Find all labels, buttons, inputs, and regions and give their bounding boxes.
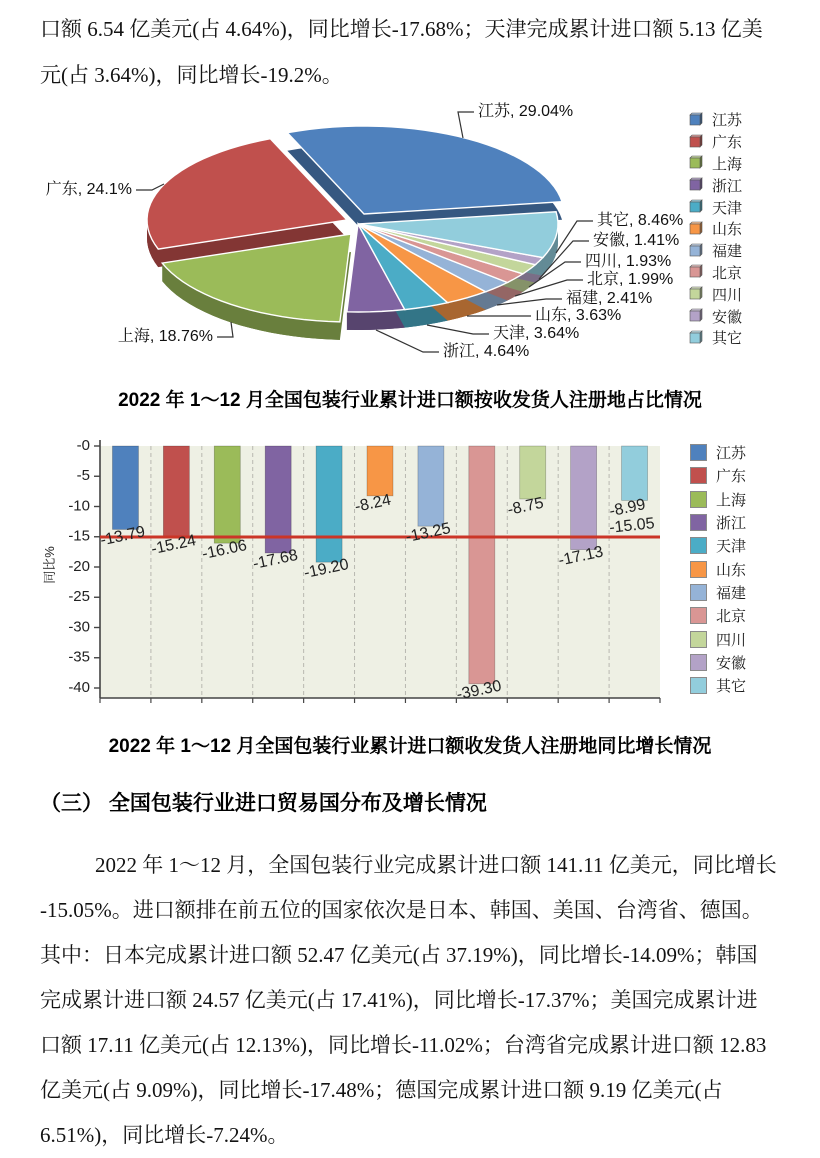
- y-tick-label: -0: [76, 436, 90, 454]
- bar-legend-item: [690, 581, 746, 604]
- bar-value-label: -8.24: [353, 491, 393, 516]
- legend-label: 广东: [712, 134, 743, 152]
- pie-legend-item: [686, 153, 742, 175]
- legend-swatch-icon: [690, 561, 707, 578]
- y-tick-label: -5: [76, 467, 90, 485]
- legend-cube-icon: [686, 112, 703, 128]
- bar-value-label: -39.30: [455, 677, 504, 704]
- legend-cube-icon: [686, 330, 703, 346]
- y-tick-label: -40: [68, 678, 90, 696]
- legend-cube-icon: [686, 155, 703, 171]
- bar-legend-item: [690, 674, 746, 697]
- bar-7: [469, 446, 495, 684]
- bar-legend-item: [690, 627, 746, 650]
- legend-swatch-icon: [690, 607, 707, 624]
- legend-label: 北京: [716, 608, 747, 626]
- legend-label: 江苏: [712, 112, 743, 130]
- bar-value-label: -13.25: [404, 520, 453, 547]
- bar-0: [112, 446, 138, 529]
- legend-swatch-icon: [690, 537, 707, 554]
- bar-chart-title: 2022 年 1～12 月全国包装行业累计进口额收发货人注册地同比增长情况: [108, 736, 712, 757]
- pie-label-leader: [458, 112, 474, 138]
- bar-value-label: -19.20: [302, 556, 351, 583]
- bar-5: [367, 446, 393, 496]
- y-tick-label: -15: [68, 527, 90, 545]
- paragraph-line: 完成累计进口额 24.57 亿美元(占 17.41%)，同比增长-17.37%；美国完成累计进: [40, 988, 758, 1012]
- y-tick-label: -25: [68, 588, 90, 606]
- bar-value-label: -13.79: [98, 523, 147, 550]
- legend-label: 浙江: [716, 515, 747, 533]
- pie-label-leader: [376, 330, 439, 352]
- legend-swatch-icon: [690, 444, 707, 461]
- legend-label: 安徽: [716, 654, 747, 672]
- legend-label: 天津: [716, 538, 747, 556]
- legend-label: 四川: [716, 631, 747, 649]
- bar-chart-legend: [690, 441, 746, 697]
- legend-cube-icon: [686, 134, 703, 150]
- pie-slice-label: 四川, 1.93%: [585, 253, 672, 271]
- paragraph-line: 口额 17.11 亿美元(占 12.13%)，同比增长-11.02%；台湾省完成累计进口额 12.83: [40, 1033, 767, 1057]
- pie-slice-label: 浙江, 4.64%: [443, 343, 530, 361]
- bar-value-label: -8.75: [506, 494, 546, 519]
- bar-value-label: -16.06: [200, 537, 249, 564]
- legend-cube-icon: [686, 308, 703, 324]
- pie-legend-item: [686, 109, 742, 131]
- paragraph-line: 6.51%)，同比增长-7.24%。: [40, 1123, 289, 1147]
- pie-slice-label: 山东, 3.63%: [535, 307, 622, 325]
- y-tick-label: -10: [68, 497, 90, 515]
- bar-legend-item: [690, 488, 746, 511]
- average-line-label: -15.05: [608, 515, 656, 537]
- y-axis-title: 同比%: [42, 546, 57, 584]
- paragraph-line: 元(占 3.64%)，同比增长-19.2%。: [40, 63, 343, 87]
- bar-legend-item: [690, 651, 746, 674]
- legend-label: 其它: [716, 678, 747, 696]
- pie-slice-label: 北京, 1.99%: [587, 271, 674, 289]
- pie-slice-label: 天津, 3.64%: [493, 325, 580, 343]
- pie-legend-item: [686, 174, 742, 196]
- bar-9: [571, 446, 597, 550]
- y-tick-label: -30: [68, 618, 90, 636]
- legend-swatch-icon: [690, 514, 707, 531]
- pie-legend-item: [686, 283, 742, 305]
- pie-legend-item: [686, 305, 742, 327]
- legend-swatch-icon: [690, 631, 707, 648]
- legend-label: 上海: [716, 491, 747, 509]
- y-tick-label: -20: [68, 557, 90, 575]
- bar-value-label: -15.24: [149, 532, 198, 559]
- legend-label: 其它: [712, 330, 743, 348]
- bar-4: [316, 446, 342, 562]
- paragraph-line: 亿美元(占 9.09%)，同比增长-17.48%；德国完成累计进口额 9.19 亿美元(占: [40, 1078, 723, 1102]
- legend-swatch-icon: [690, 491, 707, 508]
- pie-slice-label: 江苏, 29.04%: [478, 103, 574, 121]
- pie-chart-legend: [686, 109, 742, 349]
- legend-label: 广东: [716, 468, 747, 486]
- bar-value-label: -17.68: [251, 546, 300, 573]
- paragraph-line: 其中：日本完成累计进口额 52.47 亿美元(占 37.19%)，同比增长-14.09%；韩国: [40, 943, 758, 967]
- section-heading: （三） 全国包装行业进口贸易国分布及增长情况: [40, 792, 487, 815]
- pie-slice-label: 广东, 24.1%: [45, 181, 132, 199]
- pie-slice-label: 安徽, 1.41%: [593, 232, 680, 250]
- bar-2: [214, 446, 240, 543]
- bar-value-label: -17.13: [556, 543, 605, 570]
- pie-legend-item: [686, 327, 742, 349]
- y-tick-label: -35: [68, 648, 90, 666]
- legend-cube-icon: [686, 221, 703, 237]
- bar-1: [163, 446, 189, 538]
- legend-label: 浙江: [712, 177, 743, 195]
- pie-label-leader: [217, 322, 233, 337]
- bar-chart: [0, 425, 820, 717]
- legend-label: 上海: [712, 155, 743, 173]
- pie-legend-item: [686, 262, 742, 284]
- bar-legend-item: [690, 534, 746, 557]
- legend-label: 北京: [712, 264, 743, 282]
- pie-slice-label: 其它, 8.46%: [597, 212, 684, 230]
- paragraph-line: 口额 6.54 亿美元(占 4.64%)，同比增长-17.68%；天津完成累计进口额 5.13 亿美: [40, 17, 763, 41]
- bar-legend-item: [690, 604, 746, 627]
- pie-legend-item: [686, 196, 742, 218]
- legend-cube-icon: [686, 243, 703, 259]
- legend-label: 天津: [712, 199, 743, 217]
- body-paragraph: [40, 843, 800, 1158]
- bar-legend-item: [690, 441, 746, 464]
- bar-10: [622, 446, 648, 500]
- pie-chart: [0, 95, 820, 380]
- legend-label: 江苏: [716, 445, 747, 463]
- legend-cube-icon: [686, 177, 703, 193]
- pie-label-leader: [427, 325, 489, 334]
- legend-swatch-icon: [690, 467, 707, 484]
- pie-label-leader: [556, 221, 593, 253]
- pie-chart-title: 2022 年 1～12 月全国包装行业累计进口额按收发货人注册地占比情况: [118, 390, 702, 411]
- legend-cube-icon: [686, 199, 703, 215]
- paragraph-line: 2022 年 1～12 月，全国包装行业完成累计进口额 141.11 亿美元，同比增长: [95, 853, 777, 877]
- bar-6: [418, 446, 444, 526]
- pie-legend-item: [686, 218, 742, 240]
- intro-paragraph: [40, 6, 800, 98]
- bar-legend-item: [690, 557, 746, 580]
- pie-legend-item: [686, 131, 742, 153]
- paragraph-line: -15.05%。进口额排在前五位的国家依次是日本、韩国、美国、台湾省、德国。: [40, 898, 763, 922]
- legend-swatch-icon: [690, 584, 707, 601]
- legend-cube-icon: [686, 264, 703, 280]
- legend-label: 四川: [712, 286, 743, 304]
- bar-value-label: -8.99: [607, 496, 648, 521]
- legend-swatch-icon: [690, 677, 707, 694]
- legend-label: 福建: [712, 243, 743, 261]
- bar-legend-item: [690, 511, 746, 534]
- legend-label: 安徽: [712, 308, 743, 326]
- bar-8: [520, 446, 546, 499]
- pie-slice-label: 福建, 2.41%: [566, 290, 653, 308]
- bar-legend-item: [690, 464, 746, 487]
- legend-cube-icon: [686, 286, 703, 302]
- legend-label: 福建: [716, 584, 747, 602]
- pie-legend-item: [686, 240, 742, 262]
- legend-label: 山东: [716, 561, 747, 579]
- legend-label: 山东: [712, 221, 743, 239]
- pie-slice-label: 上海, 18.76%: [117, 328, 213, 346]
- legend-swatch-icon: [690, 654, 707, 671]
